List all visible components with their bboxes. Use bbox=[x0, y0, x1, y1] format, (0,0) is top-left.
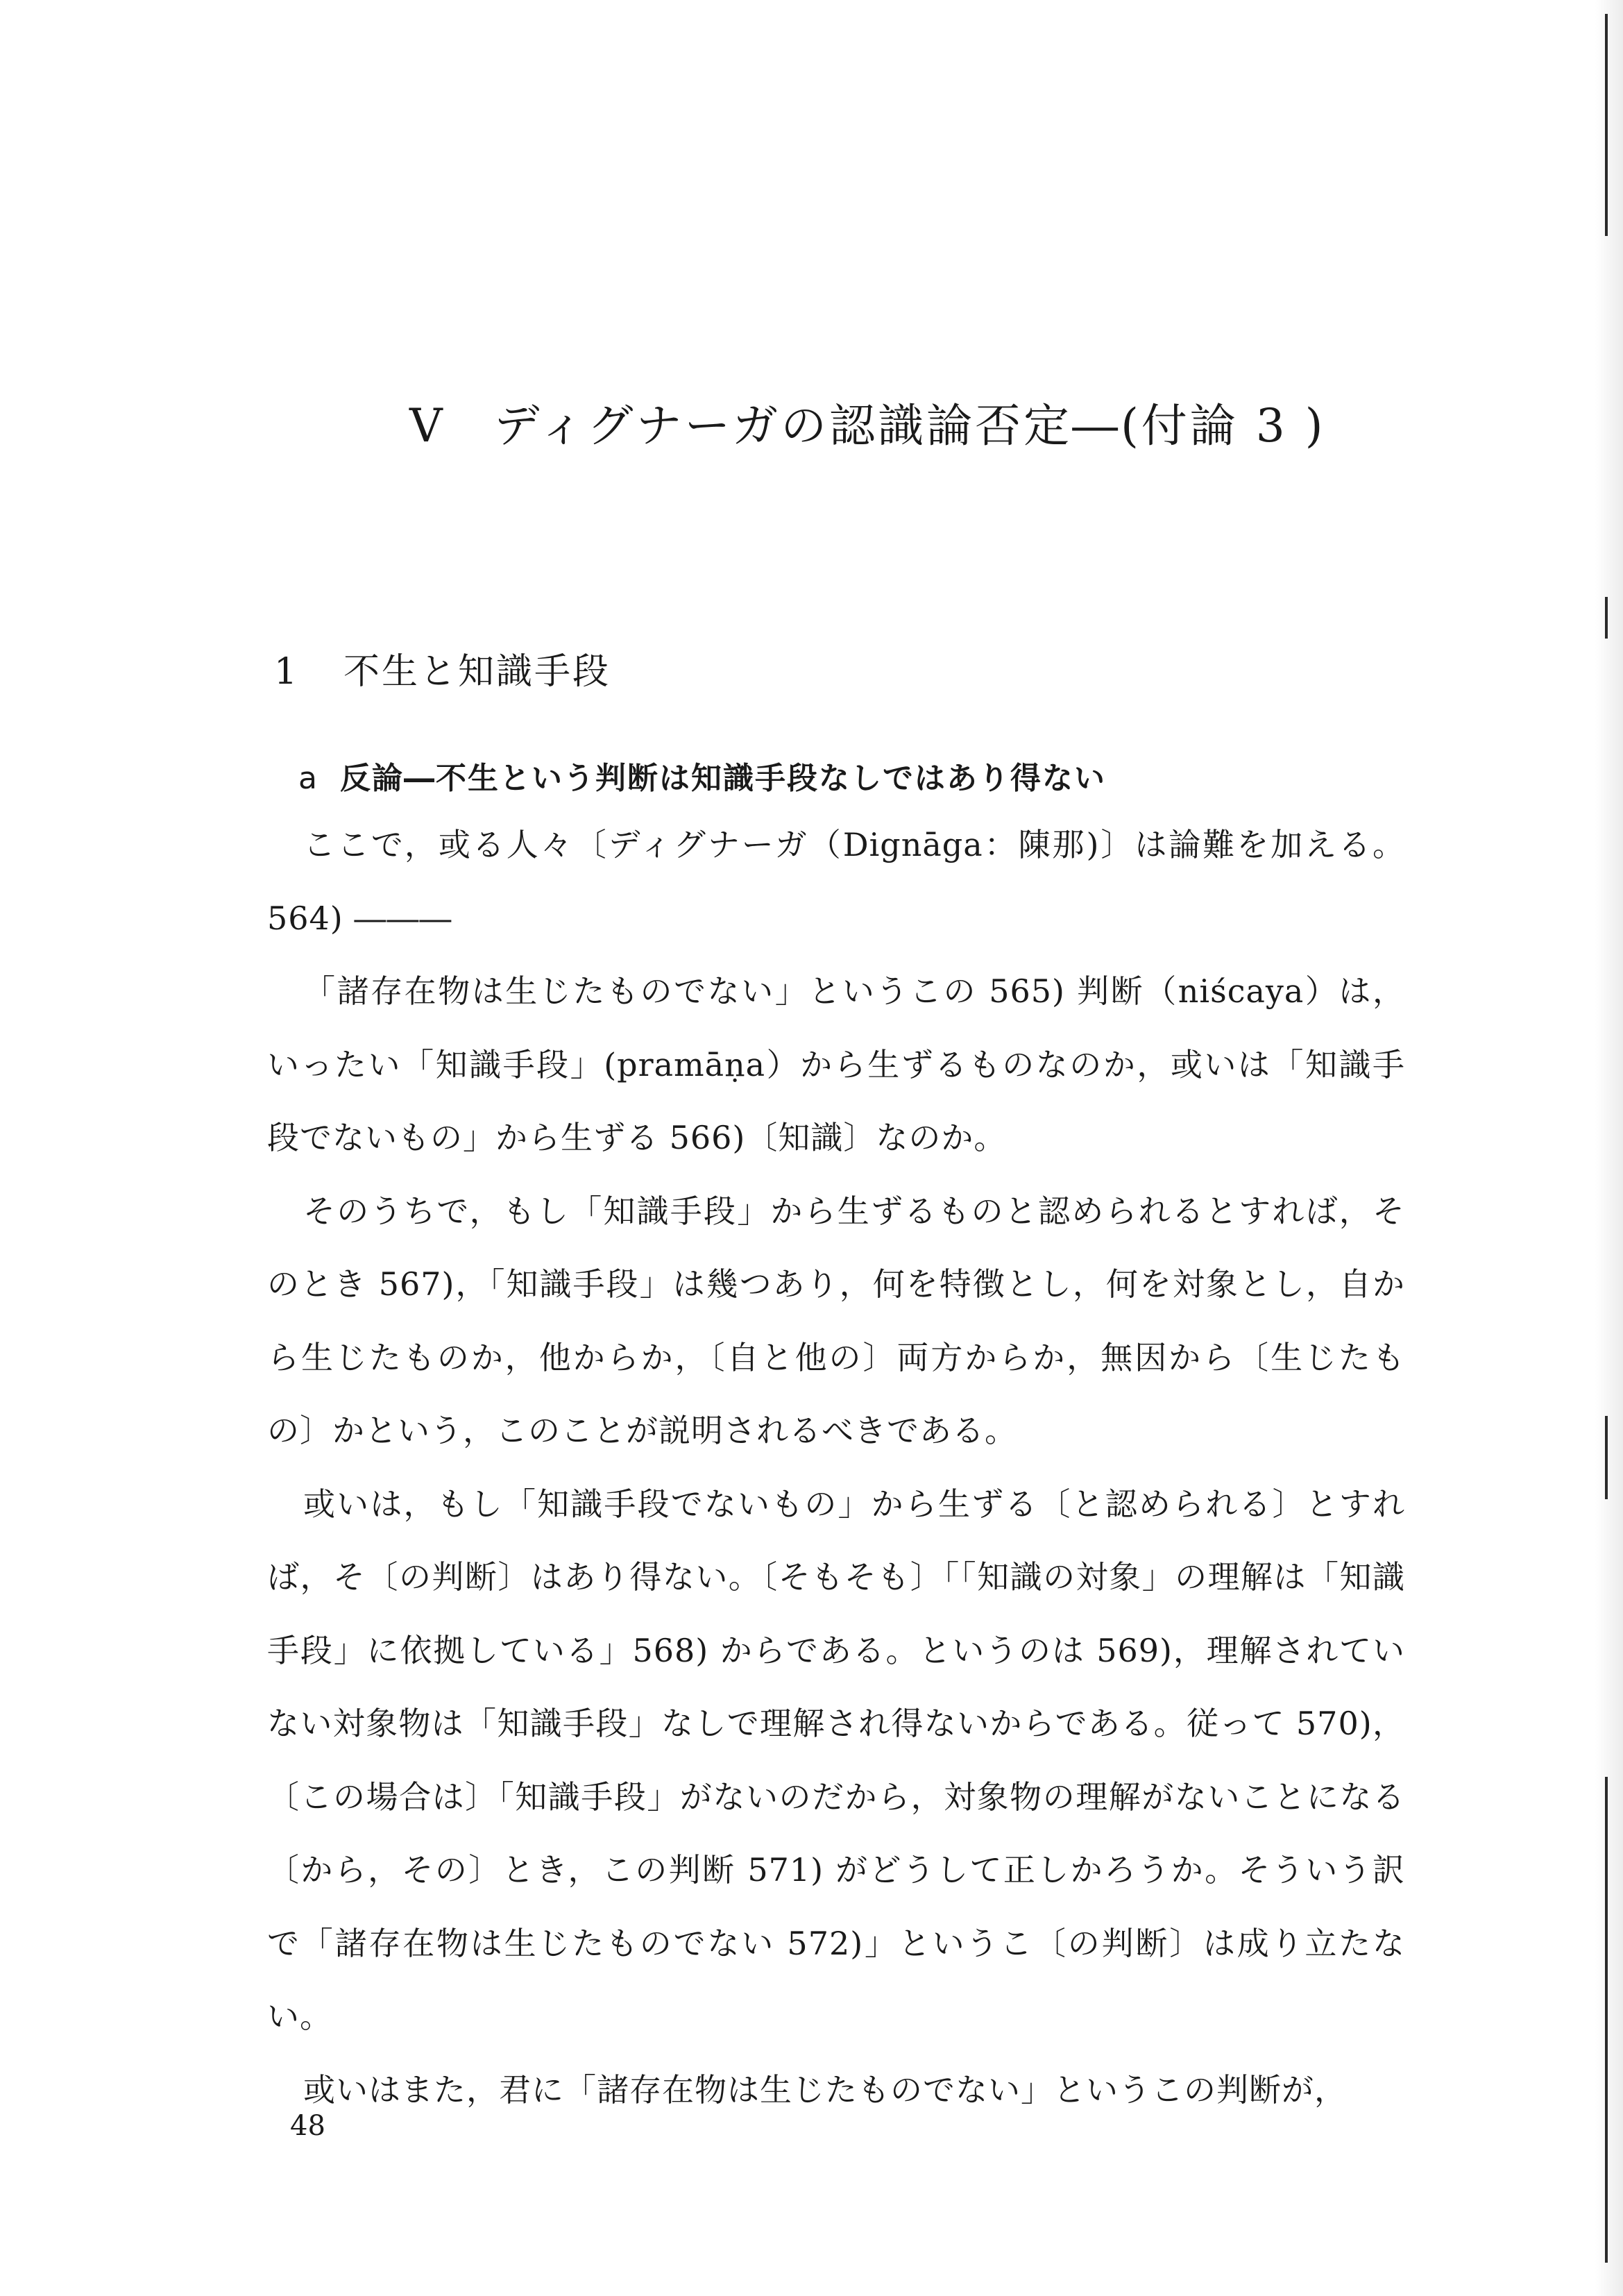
page-edge-line bbox=[1605, 597, 1608, 639]
page-edge-line bbox=[1605, 14, 1608, 236]
section-number: 1 bbox=[274, 651, 300, 693]
subsection-title: 反論―不生という判断は知識手段なしではあり得ない bbox=[340, 761, 1106, 796]
paragraph: 或いは，もし「知識手段でないもの」から生ずる〔と認められる〕とすれば，そ〔の判断〕はあり得ない。〔そもそも〕「「知識の対象」の理解は「知識手段」に依拠している」568) からである。というのは 569)，理解されていない対象物は「知識手段」なしで理解され得ないからである。従って 570)，〔この場合は〕「知識手段」がないのだから，対象物の理解がないことになる〔から，その〕とき，この判断 571) がどうして正しかろうか。そういう訳で「諸存在物は生じたものでない 572)」というこ〔の判断〕は成り立たない。 bbox=[267, 1485, 1406, 2035]
section-heading bbox=[274, 642, 611, 694]
page-number: 48 bbox=[290, 2110, 325, 2142]
page-edge-line bbox=[1605, 1777, 1608, 2263]
page-edge-shadow bbox=[1595, 0, 1623, 2296]
section-title: 不生と知識手段 bbox=[343, 651, 611, 693]
subsection-heading bbox=[298, 753, 1106, 797]
page-edge-line bbox=[1605, 1416, 1608, 1499]
subsection-letter: a bbox=[298, 761, 318, 796]
body-text bbox=[267, 809, 1405, 2127]
chapter-title: V ディグナーガの認識論否定―(付論 3 ) bbox=[409, 399, 1326, 453]
paragraph: そのうちで，もし「知識手段」から生ずるものと認められるとすれば，そのとき 567)，「知識手段」は幾つあり，何を特徴とし，何を対象とし，自から生じたものか，他からか，〔自と他の〕両方からか，無因から〔生じたもの〕かという，このことが説明されるべきである。 bbox=[267, 1192, 1406, 1449]
paragraph: ここで，或る人々〔ディグナーガ（Dignāga：陳那)〕は論難を加える。564) ――― bbox=[267, 826, 1405, 937]
paragraph: 或いはまた，君に「諸存在物は生じたものでない」というこの判断が， bbox=[303, 2070, 1347, 2109]
paragraph: 「諸存在物は生じたものでない」というこの 565) 判断（niścaya）は，いったい「知識手段」(pramāṇa）から生ずるものなのか，或いは「知識手段でないもの」から生ずる 566)〔知識〕なのか。 bbox=[267, 972, 1405, 1156]
